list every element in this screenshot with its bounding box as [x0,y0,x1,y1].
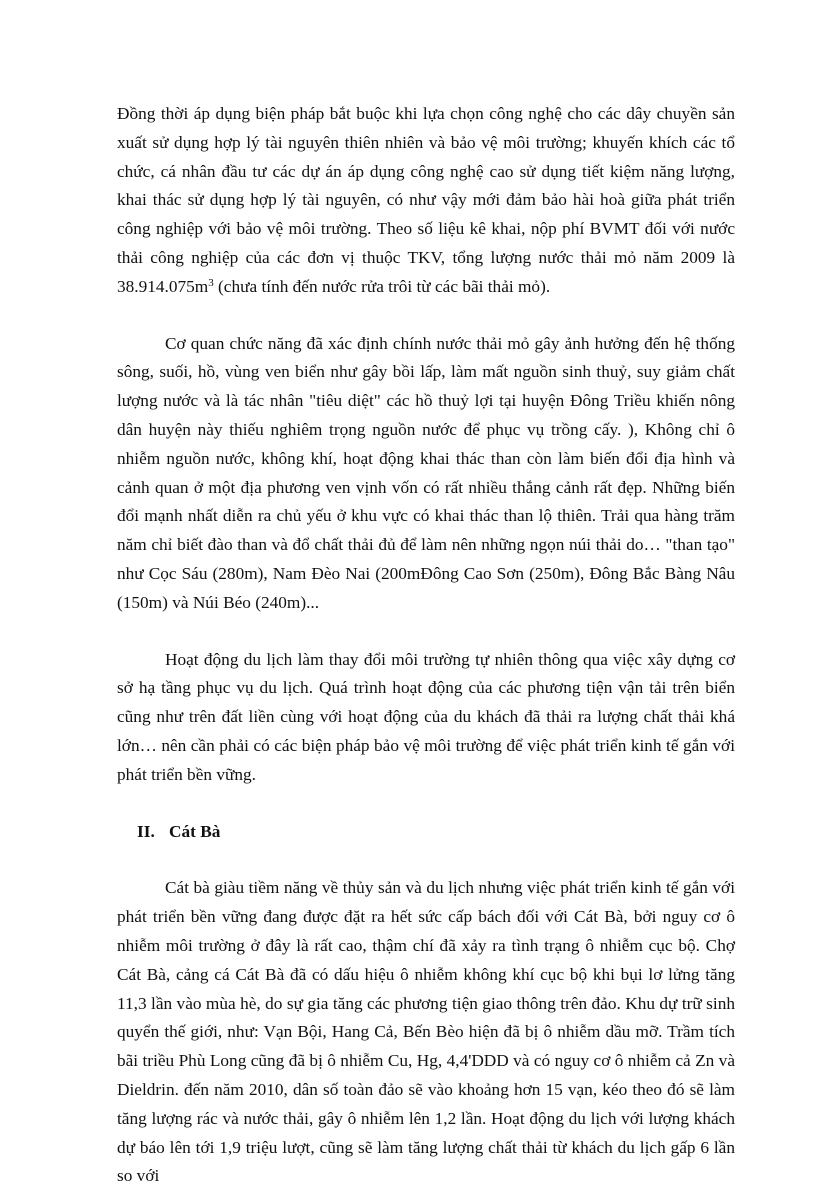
section-heading [117,818,735,847]
paragraph-spacer [117,618,735,646]
cubic-superscript: 3 [208,276,214,289]
paragraph-text-tail: (chưa tính đến nước rửa trôi từ các bãi thải mỏ). [213,276,551,296]
document-page [117,100,735,1191]
paragraph-mining-impact: Cơ quan chức năng đã xác định chính nước thải mỏ gây ảnh hưởng đến hệ thống sông, suối, hồ, vùng ven biển như gây bồi lấp, làm mất nguồn sinh thuỷ, suy giảm chất lượng nước và là tác nhân "tiêu diệt" các hồ thuỷ lợi tại huyện Đông Triều khiến nông dân huyện này thiếu nghiêm trọng nguồn nước để phục vụ trồng cấy. ), Không chỉ ô nhiễm nguồn nước, không khí, hoạt động khai thác than còn làm biến đổi địa hình và cảnh quan ở một địa phương ven vịnh vốn có rất nhiều thắng cảnh rất đẹp. Những biến đổi mạnh nhất diễn ra chủ yếu ở khu vực có khai thác than lộ thiên. Trải qua hàng trăm năm chỉ biết đào than và đổ chất thải đủ để làm nên những ngọn núi thải do… "than tạo" như Cọc Sáu (280m), Nam Đèo Nai (200mĐông Cao Sơn (250m), Đông Bắc Bàng Nâu (150m) và Núi Béo (240m)... [117,333,735,612]
paragraph-spacer [117,846,735,874]
paragraph-spacer [117,302,735,330]
paragraph-cat-ba: Cát bà giàu tiềm năng về thủy sản và du lịch nhưng việc phát triển kinh tế gắn với phát triển bền vững đang được đặt ra hết sức cấp bách đối với Cát Bà, bởi nguy cơ ô nhiễm môi trường ở đây là rất cao, thậm chí đã xảy ra tình trạng ô nhiễm cục bộ. Chợ Cát Bà, cảng cá Cát Bà đã có dấu hiệu ô nhiễm không khí cục bộ khi bụi lơ lửng tăng 11,3 lần vào mùa hè, do sự gia tăng các phương tiện giao thông trên đảo. Khu dự trữ sinh quyển thế giới, như: Vạn Bội, Hang Cả, Bến Bèo hiện đã bị ô nhiễm dầu mỡ. Trầm tích bãi triều Phù Long cũng đã bị ô nhiễm Cu, Hg, 4,4'DDD và có nguy cơ ô nhiễm cả Zn và Dieldrin. đến năm 2010, dân số toàn đảo sẽ vào khoảng hơn 15 vạn, kéo theo đó sẽ làm tăng lượng rác và nước thải, gây ô nhiễm lên 1,2 lần. Hoạt động du lịch với lượng khách dự báo lên tới 1,9 triệu lượt, cũng sẽ làm tăng lượng chất thải từ khách du lịch gấp 6 lần so với [117,878,735,1186]
section-title: Cát Bà [169,821,221,841]
paragraph-tourism-impact: Hoạt động du lịch làm thay đổi môi trường tự nhiên thông qua việc xây dựng cơ sở hạ tầng phục vụ du lịch. Quá trình hoạt động của các phương tiện vận tải trên biển cũng như trên đất liền cùng với hoạt động của du khách đã thải ra lượng chất thải khá lớn… nên cần phải có các biện pháp bảo vệ môi trường để việc phát triển kinh tế gắn với phát triển bền vững. [117,649,735,784]
paragraph-spacer [117,790,735,818]
section-number: II. [137,821,155,841]
paragraph-text: Đồng thời áp dụng biện pháp bắt buộc khi lựa chọn công nghệ cho các dây chuyền sản xuất sử dụng hợp lý tài nguyên thiên nhiên và bảo vệ môi trường; khuyến khích các tổ chức, cá nhân đầu tư các dự án áp dụng công nghệ cao sử dụng tiết kiệm năng lượng, khai thác sử dụng hợp lý tài nguyên, có như vậy mới đảm bảo hài hoà giữa phát triển công nghiệp với bảo vệ môi trường. Theo số liệu kê khai, nộp phí BVMT đối với nước thải công nghiệp của các đơn vị thuộc TKV, tổng lượng nước thải mỏ năm 2009 là 38.914.075m [117,104,735,296]
paragraph-wastewater-policy [117,100,735,302]
